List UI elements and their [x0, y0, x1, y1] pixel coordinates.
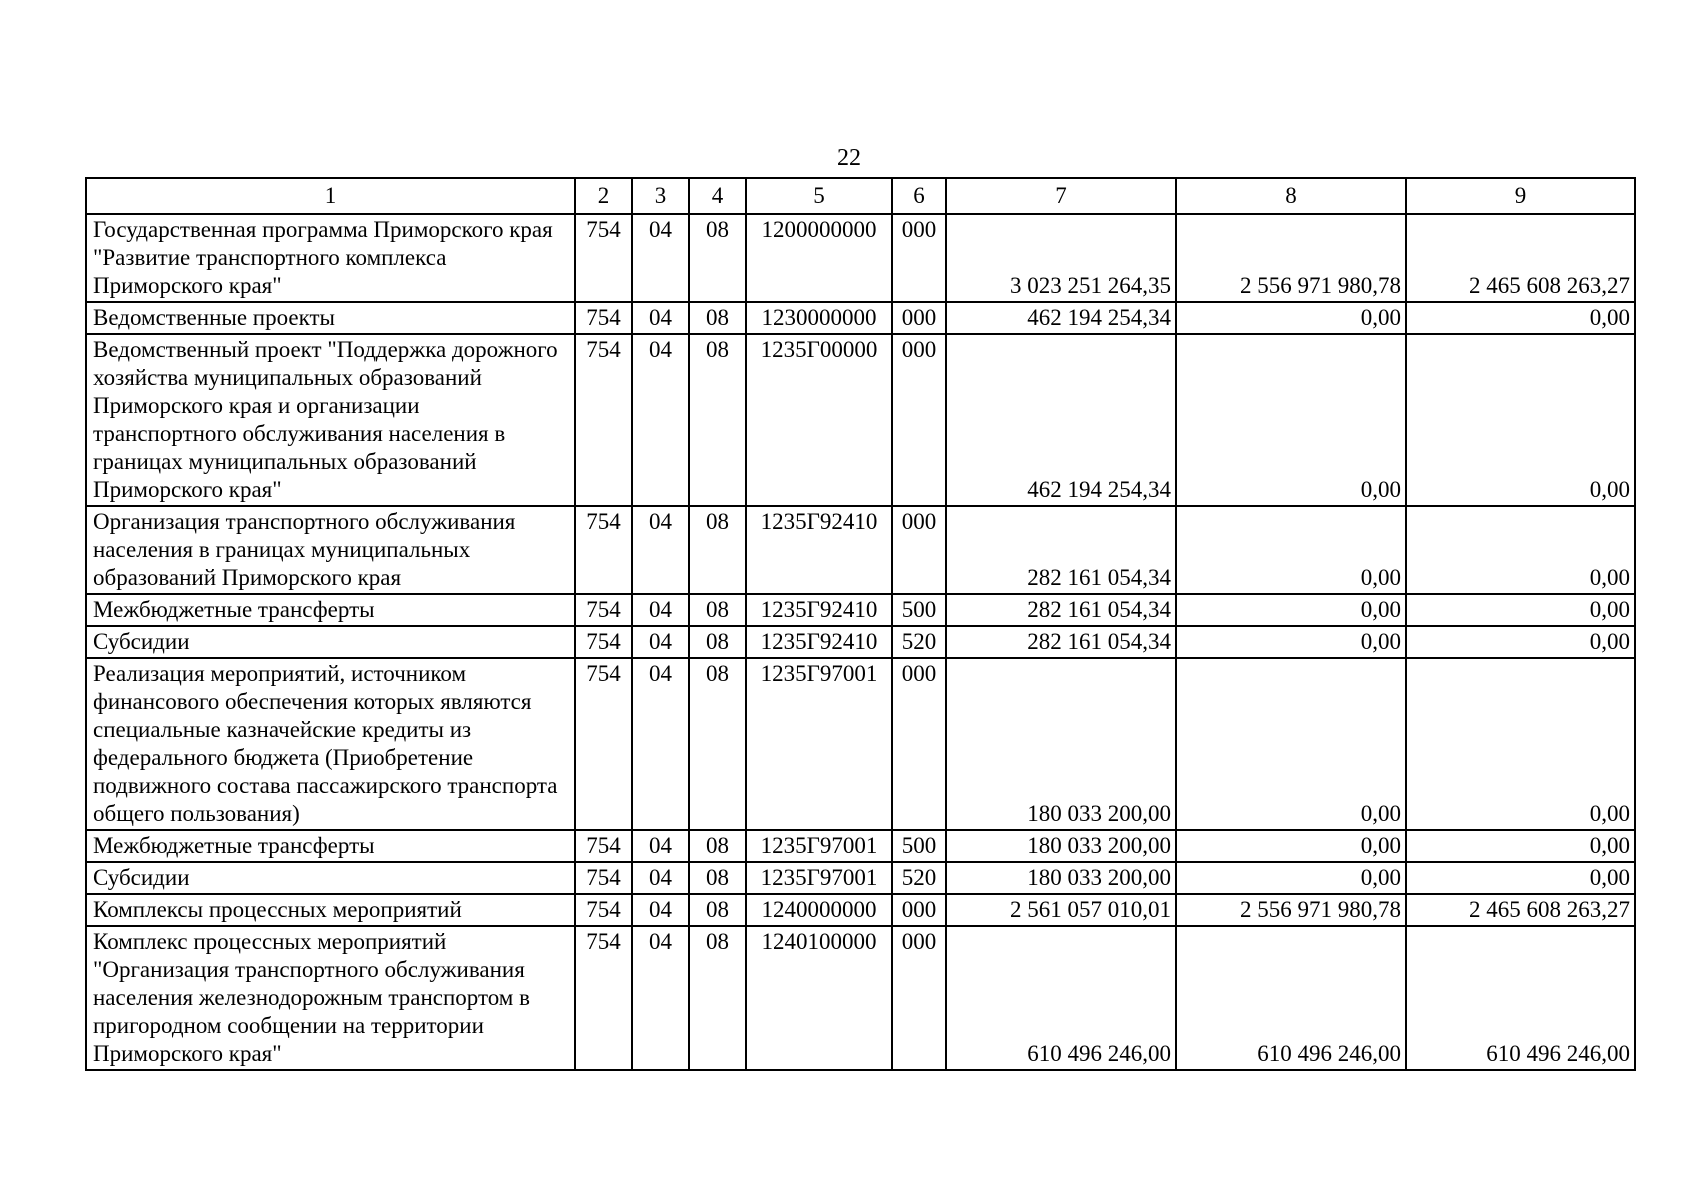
table-row — [86, 594, 1635, 626]
row-amount-col8: 610 496 246,00 — [1176, 926, 1406, 1070]
row-code-subsection: 08 — [689, 862, 746, 894]
row-amount-col8: 0,00 — [1176, 506, 1406, 594]
row-code-expense-type: 000 — [892, 894, 946, 926]
row-code-target: 1240000000 — [746, 894, 892, 926]
table-row — [86, 862, 1635, 894]
row-amount-col7: 180 033 200,00 — [946, 862, 1176, 894]
header-col-3: 3 — [632, 178, 689, 214]
header-col-1: 1 — [86, 178, 575, 214]
row-amount-col7: 180 033 200,00 — [946, 830, 1176, 862]
row-amount-col7: 610 496 246,00 — [946, 926, 1176, 1070]
page-number: 22 — [837, 145, 861, 171]
table-header — [86, 178, 1635, 214]
row-name: Государственная программа Приморского края "Развитие транспортного комплекса Приморского края" — [86, 214, 575, 302]
row-code-target: 1235Г00000 — [746, 334, 892, 506]
row-code-expense-type: 500 — [892, 594, 946, 626]
row-amount-col9: 610 496 246,00 — [1406, 926, 1635, 1070]
table-row — [86, 214, 1635, 302]
row-amount-col9: 0,00 — [1406, 334, 1635, 506]
row-amount-col7: 3 023 251 264,35 — [946, 214, 1176, 302]
row-name: Организация транспортного обслуживания населения в границах муниципальных образований Приморского края — [86, 506, 575, 594]
row-amount-col9: 0,00 — [1406, 626, 1635, 658]
row-code-target: 1240100000 — [746, 926, 892, 1070]
row-code-target: 1235Г92410 — [746, 594, 892, 626]
header-col-5: 5 — [746, 178, 892, 214]
header-row — [86, 178, 1635, 214]
row-code-ministry: 754 — [575, 862, 632, 894]
row-amount-col8: 0,00 — [1176, 862, 1406, 894]
row-code-section: 04 — [632, 626, 689, 658]
row-code-target: 1235Г97001 — [746, 830, 892, 862]
row-code-section: 04 — [632, 302, 689, 334]
budget-table — [85, 177, 1636, 1071]
row-code-subsection: 08 — [689, 214, 746, 302]
row-code-ministry: 754 — [575, 334, 632, 506]
row-code-target: 1235Г92410 — [746, 506, 892, 594]
row-code-subsection: 08 — [689, 506, 746, 594]
row-amount-col7: 462 194 254,34 — [946, 302, 1176, 334]
row-code-subsection: 08 — [689, 926, 746, 1070]
row-name: Межбюджетные трансферты — [86, 594, 575, 626]
row-amount-col9: 0,00 — [1406, 862, 1635, 894]
table-row — [86, 926, 1635, 1070]
row-amount-col8: 0,00 — [1176, 334, 1406, 506]
row-amount-col8: 2 556 971 980,78 — [1176, 894, 1406, 926]
header-col-2: 2 — [575, 178, 632, 214]
row-amount-col8: 0,00 — [1176, 830, 1406, 862]
row-code-target: 1235Г97001 — [746, 862, 892, 894]
row-amount-col7: 180 033 200,00 — [946, 658, 1176, 830]
table-row — [86, 334, 1635, 506]
row-code-ministry: 754 — [575, 214, 632, 302]
row-amount-col8: 0,00 — [1176, 594, 1406, 626]
row-amount-col8: 0,00 — [1176, 626, 1406, 658]
row-name: Субсидии — [86, 862, 575, 894]
row-code-section: 04 — [632, 594, 689, 626]
row-code-section: 04 — [632, 926, 689, 1070]
row-amount-col8: 0,00 — [1176, 302, 1406, 334]
row-code-ministry: 754 — [575, 594, 632, 626]
row-amount-col9: 0,00 — [1406, 506, 1635, 594]
table-row — [86, 506, 1635, 594]
header-col-9: 9 — [1406, 178, 1635, 214]
row-code-subsection: 08 — [689, 830, 746, 862]
row-amount-col9: 0,00 — [1406, 594, 1635, 626]
row-amount-col8: 0,00 — [1176, 658, 1406, 830]
header-col-8: 8 — [1176, 178, 1406, 214]
row-name: Ведомственный проект "Поддержка дорожного хозяйства муниципальных образований Приморского края и организации транспортного обслуживания населения в границах муниципальных образований Приморского края" — [86, 334, 575, 506]
row-code-target: 1230000000 — [746, 302, 892, 334]
row-amount-col7: 282 161 054,34 — [946, 506, 1176, 594]
row-code-subsection: 08 — [689, 334, 746, 506]
table-row — [86, 830, 1635, 862]
row-code-section: 04 — [632, 894, 689, 926]
table-row — [86, 626, 1635, 658]
row-amount-col7: 2 561 057 010,01 — [946, 894, 1176, 926]
row-code-expense-type: 500 — [892, 830, 946, 862]
row-code-target: 1235Г92410 — [746, 626, 892, 658]
row-code-expense-type: 000 — [892, 658, 946, 830]
row-code-ministry: 754 — [575, 626, 632, 658]
row-code-ministry: 754 — [575, 658, 632, 830]
row-name: Реализация мероприятий, источником финансового обеспечения которых являются специальные казначейские кредиты из федерального бюджета (Приобретение подвижного состава пассажирского транспорта общего пользования) — [86, 658, 575, 830]
row-code-expense-type: 520 — [892, 862, 946, 894]
row-code-subsection: 08 — [689, 302, 746, 334]
row-code-expense-type: 000 — [892, 506, 946, 594]
row-name: Комплексы процессных мероприятий — [86, 894, 575, 926]
row-amount-col9: 0,00 — [1406, 302, 1635, 334]
row-name: Субсидии — [86, 626, 575, 658]
header-col-7: 7 — [946, 178, 1176, 214]
row-amount-col9: 2 465 608 263,27 — [1406, 214, 1635, 302]
row-amount-col7: 282 161 054,34 — [946, 594, 1176, 626]
row-code-ministry: 754 — [575, 302, 632, 334]
row-code-subsection: 08 — [689, 594, 746, 626]
row-code-section: 04 — [632, 214, 689, 302]
row-name: Комплекс процессных мероприятий "Организация транспортного обслуживания населения железнодорожным транспортом в пригородном сообщении на территории Приморского края" — [86, 926, 575, 1070]
row-code-target: 1200000000 — [746, 214, 892, 302]
header-col-4: 4 — [689, 178, 746, 214]
row-code-section: 04 — [632, 862, 689, 894]
row-code-ministry: 754 — [575, 926, 632, 1070]
row-name: Межбюджетные трансферты — [86, 830, 575, 862]
row-code-subsection: 08 — [689, 894, 746, 926]
row-amount-col8: 2 556 971 980,78 — [1176, 214, 1406, 302]
row-code-expense-type: 000 — [892, 926, 946, 1070]
table-row — [86, 658, 1635, 830]
table-row — [86, 302, 1635, 334]
row-amount-col9: 0,00 — [1406, 830, 1635, 862]
row-code-expense-type: 000 — [892, 302, 946, 334]
row-code-target: 1235Г97001 — [746, 658, 892, 830]
row-code-expense-type: 000 — [892, 334, 946, 506]
row-code-subsection: 08 — [689, 658, 746, 830]
row-code-section: 04 — [632, 658, 689, 830]
row-amount-col9: 0,00 — [1406, 658, 1635, 830]
row-code-section: 04 — [632, 334, 689, 506]
row-code-ministry: 754 — [575, 894, 632, 926]
row-code-ministry: 754 — [575, 506, 632, 594]
row-code-expense-type: 000 — [892, 214, 946, 302]
row-code-ministry: 754 — [575, 830, 632, 862]
row-amount-col9: 2 465 608 263,27 — [1406, 894, 1635, 926]
row-code-section: 04 — [632, 830, 689, 862]
row-code-expense-type: 520 — [892, 626, 946, 658]
row-code-section: 04 — [632, 506, 689, 594]
header-col-6: 6 — [892, 178, 946, 214]
row-code-subsection: 08 — [689, 626, 746, 658]
row-amount-col7: 462 194 254,34 — [946, 334, 1176, 506]
row-amount-col7: 282 161 054,34 — [946, 626, 1176, 658]
table-row — [86, 894, 1635, 926]
row-name: Ведомственные проекты — [86, 302, 575, 334]
table-body — [86, 214, 1635, 1070]
